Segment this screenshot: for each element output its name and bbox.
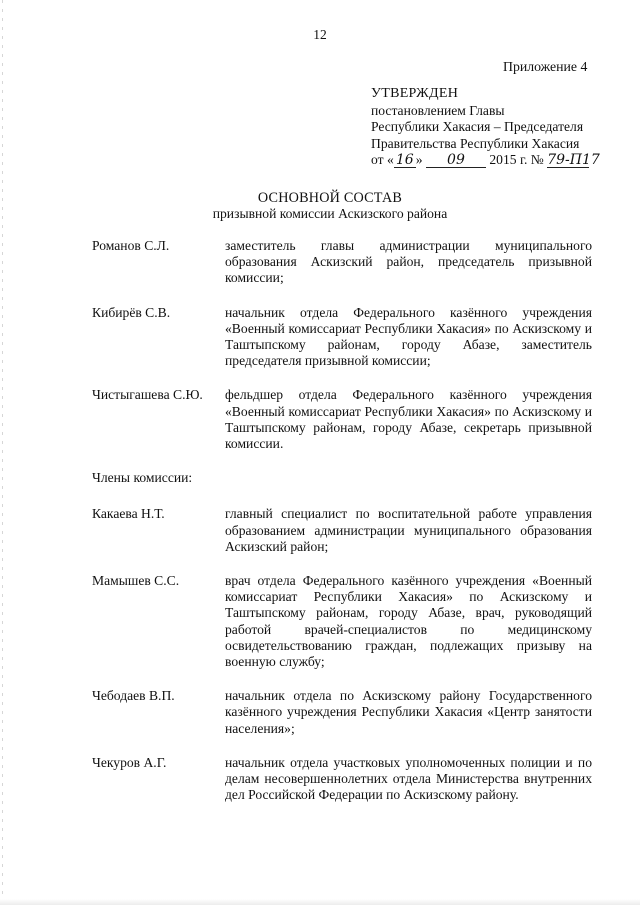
- handwritten-month: 09: [426, 154, 486, 168]
- approval-line-3: Правительства Республики Хакасия: [371, 135, 580, 151]
- members-heading: Члены комиссии:: [92, 470, 193, 486]
- approval-line-2: Республики Хакасия – Председателя: [371, 119, 584, 135]
- member-row: [92, 688, 592, 737]
- member-name: Кибирёв С.В.: [92, 304, 171, 320]
- member-row: [92, 755, 592, 804]
- member-row: [92, 238, 592, 287]
- member-row: [92, 573, 592, 670]
- member-role: врач отдела Федерального казённого учреждения «Военный комиссариат Республики Хакасия» по Аскизскому и Таштыпскому районам, городу Абазе, врач, руководящий работой врачей-специалистов по медицинскому освидетельствованию граждан, подлежащих призыву на военную службу;: [225, 573, 592, 670]
- member-name: Мамышев С.С.: [92, 573, 180, 589]
- document-title-block: [0, 190, 640, 222]
- scan-edge: [2, 0, 3, 905]
- date-mid: »: [415, 151, 423, 167]
- scan-bottom-edge: [0, 899, 640, 905]
- approval-line-1: постановлением Главы: [371, 103, 505, 119]
- commission-list: [92, 238, 592, 821]
- member-row: [92, 305, 592, 370]
- handwritten-number: 79-П17: [547, 151, 600, 168]
- member-name: Какаева Н.Т.: [92, 506, 165, 522]
- approved-heading: УТВЕРЖДЕН: [371, 86, 459, 101]
- document-title: ОСНОВНОЙ СОСТАВ: [257, 190, 403, 206]
- member-role: начальник отдела Федерального казённого учреждения «Военный комиссариат Республики Хакасия» по Аскизскому и Таштыпскому районам, городу Абазе, заместитель председателя призывной комиссии;: [225, 304, 592, 369]
- member-role: заместитель главы администрации муниципального образования Аскизский район, председатель призывной комиссии;: [225, 238, 592, 286]
- member-row: [92, 506, 592, 555]
- annex-label: Приложение 4: [503, 59, 588, 74]
- member-name: Романов С.Л.: [92, 238, 170, 253]
- approval-stamp: [371, 86, 631, 168]
- member-name: Чебодаев В.П.: [92, 688, 175, 704]
- member-role: начальник отдела участковых уполномоченных полиции и по делам несовершеннолетних отдела Министерства внутренних дел Российской Федерации по Аскизскому району.: [225, 754, 592, 803]
- year-text: 2015 г. №: [489, 151, 544, 167]
- date-prefix: от «: [371, 151, 394, 167]
- member-name: Чекуров А.Г.: [92, 754, 167, 770]
- approval-date-line: [371, 152, 631, 168]
- page-number: 12: [313, 27, 327, 42]
- member-role: фельдшер отдела Федерального казённого учреждения «Военный комиссариат Республики Хакасия» по Аскизскому и Таштыпскому районам, городу Абазе, секретарь призывной комиссии.: [225, 387, 592, 452]
- member-name: Чистыгашева С.Ю.: [92, 387, 203, 403]
- member-role: начальник отдела по Аскизскому району Государственного казённого учреждения Республики Хакасия «Центр занятости населения»;: [225, 688, 592, 736]
- document-subtitle: призывной комиссии Аскизского района: [212, 206, 448, 222]
- handwritten-day: 16: [394, 154, 416, 168]
- member-role: главный специалист по воспитательной работе управления образованием администрации муниципального образования Аскизский район;: [225, 506, 592, 554]
- member-row: [92, 387, 592, 452]
